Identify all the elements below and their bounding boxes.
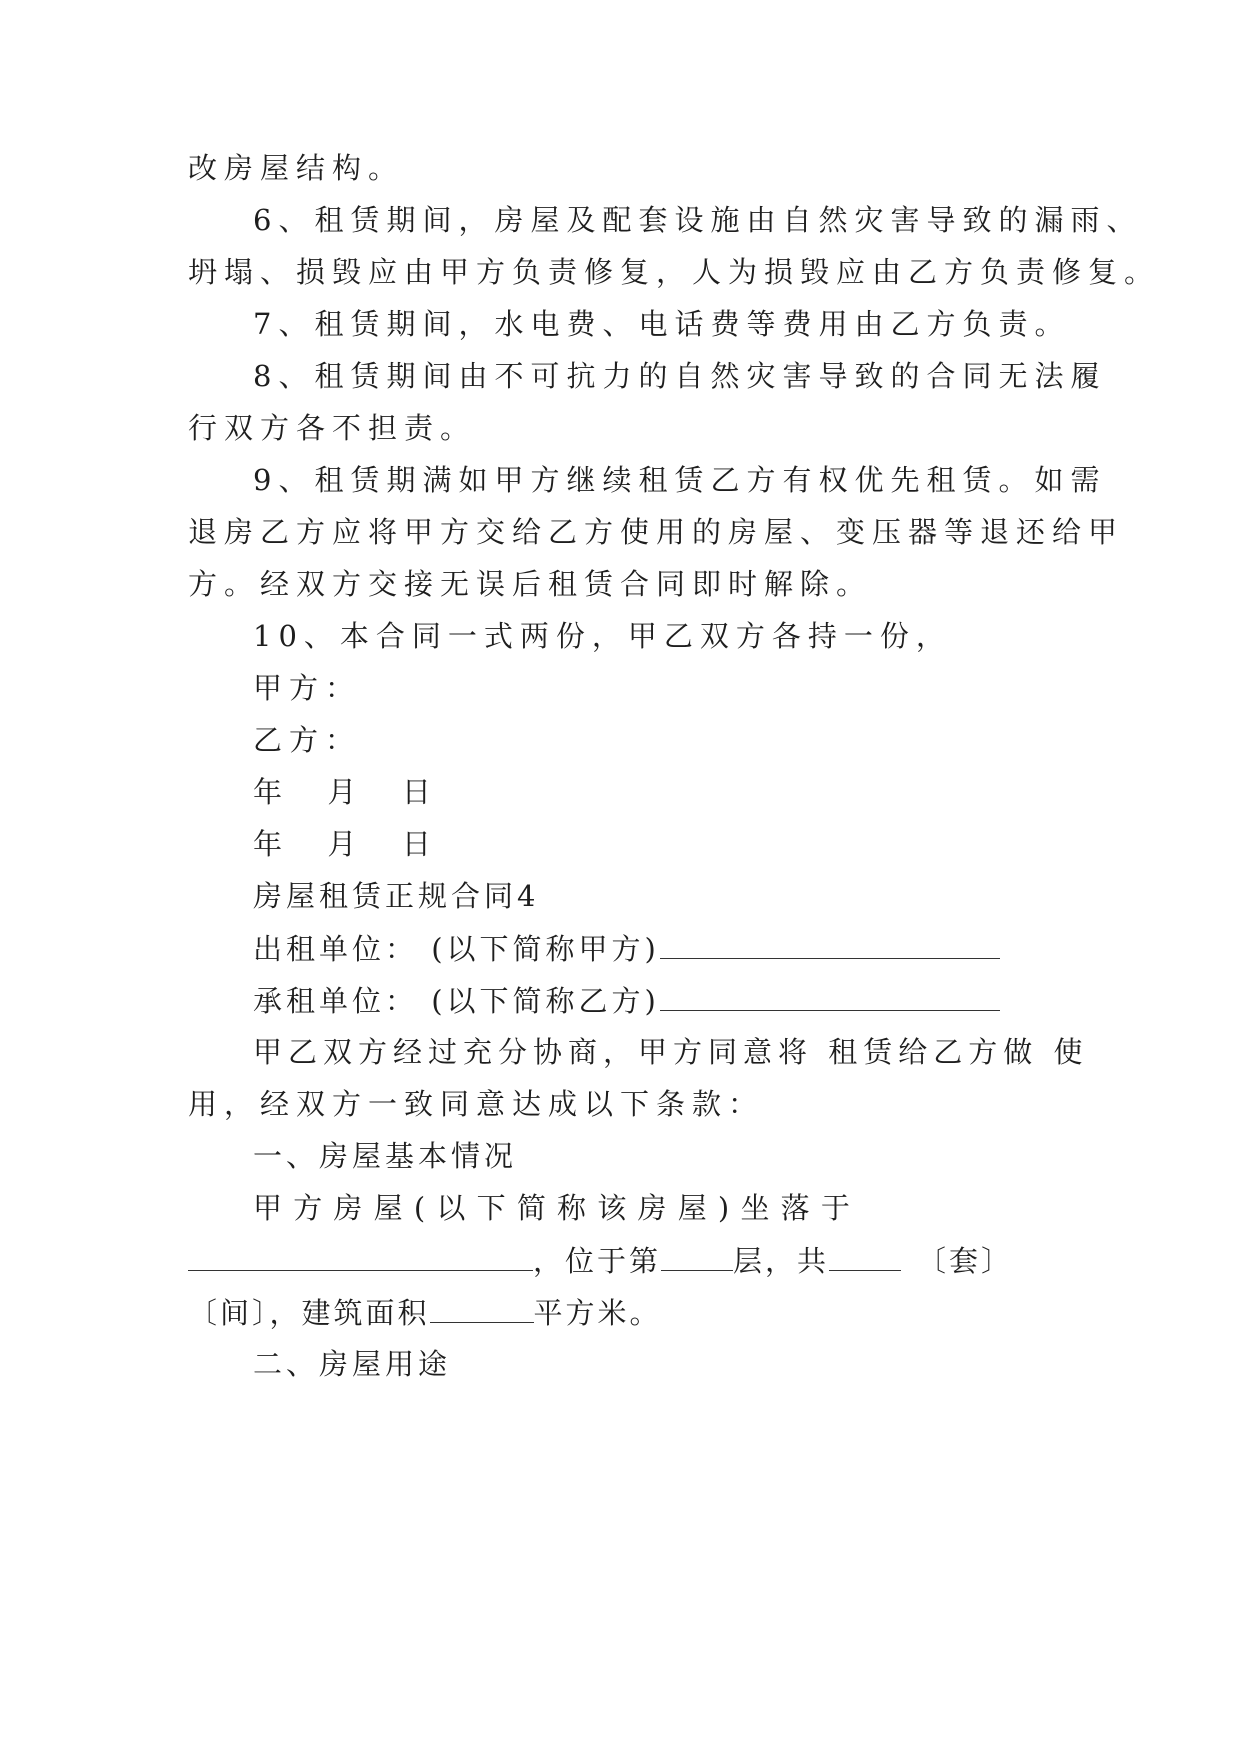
location-line-2 xyxy=(188,1240,1050,1280)
lessor-blank xyxy=(660,928,1000,959)
date-line-2: 年 月 日 xyxy=(253,827,440,861)
clause-6-line-2: 坍塌、损毁应由甲方负责修复，人为损毁应由乙方负责修复。 xyxy=(188,255,1161,289)
area-blank xyxy=(430,1292,534,1323)
lessee-blank xyxy=(660,980,1000,1011)
floor-label: ，位于第 xyxy=(533,1244,662,1278)
address-blank xyxy=(188,1240,533,1271)
lessee-label: 承租单位： (以下简称乙方) xyxy=(253,984,660,1018)
party-b-label: 乙方： xyxy=(253,723,362,757)
clause-9-line-3: 方。经双方交接无误后租赁合同即时解除。 xyxy=(188,567,873,601)
clause-9-line-2: 退房乙方应将甲方交给乙方使用的房屋、变压器等退还给甲 xyxy=(188,515,1125,549)
clause-10: 10、本合同一式两份，甲乙双方各持一份， xyxy=(253,619,952,653)
agreement-line-2: 用，经双方一致同意达成以下条款： xyxy=(188,1087,765,1121)
total-blank xyxy=(829,1240,901,1271)
lessor-label: 出租单位： (以下简称甲方) xyxy=(253,932,660,966)
party-a-label: 甲方： xyxy=(253,671,362,705)
clause-9-line-1: 9、租赁期满如甲方继续租赁乙方有权优先租赁。如需 xyxy=(253,463,1107,497)
agreement-line-1: 甲乙双方经过充分协商，甲方同意将 租赁给乙方做 使 xyxy=(253,1035,1089,1069)
clause-6-line-1: 6、租赁期间，房屋及配套设施由自然灾害导致的漏雨、 xyxy=(253,203,1143,237)
clause-8-line-1: 8、租赁期间由不可抗力的自然灾害导致的合同无法履 xyxy=(253,359,1107,393)
clause-7: 7、租赁期间，水电费、电话费等费用由乙方负责。 xyxy=(253,307,1071,341)
area-unit: 平方米。 xyxy=(533,1296,662,1330)
contract-title: 房屋租赁正规合同4 xyxy=(253,879,540,913)
location-line-1: 甲 方 房 屋 ( 以 下 简 称 该 房 屋 ) 坐 落 于 xyxy=(253,1191,851,1225)
area-label: 〔间〕，建筑面积 xyxy=(188,1296,430,1330)
clause-8-line-2: 行双方各不担责。 xyxy=(188,411,477,445)
section-2-heading: 二、房屋用途 xyxy=(253,1347,452,1381)
section-1-heading: 一、房屋基本情况 xyxy=(253,1139,518,1173)
text-line: 改房屋结构。 xyxy=(188,151,405,185)
unit-label: 〔套〕 xyxy=(917,1244,1014,1278)
date-line-1: 年 月 日 xyxy=(253,775,440,809)
lessee-line xyxy=(253,980,1050,1020)
floor-blank xyxy=(661,1240,733,1271)
total-label: 层，共 xyxy=(733,1244,830,1278)
lessor-line xyxy=(253,928,1050,968)
area-line xyxy=(188,1292,1050,1332)
